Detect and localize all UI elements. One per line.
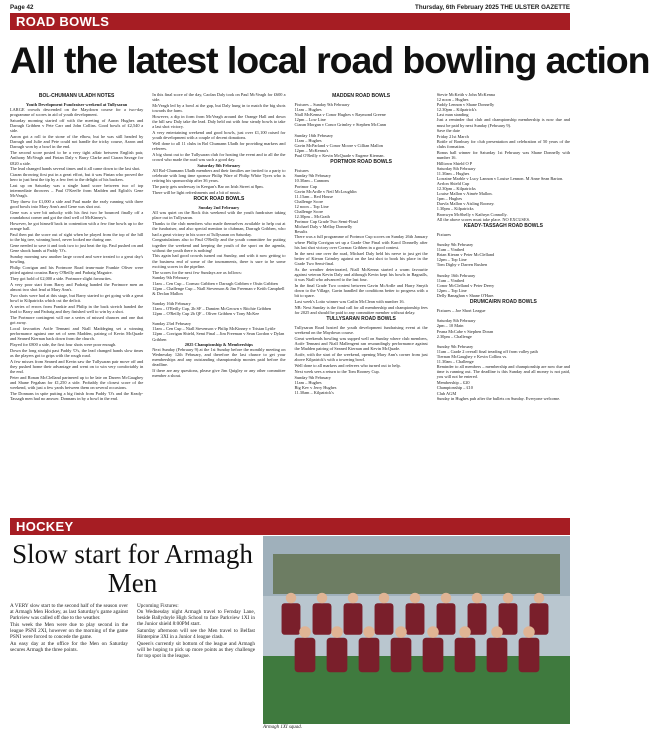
section-band-hockey: HOCKEY bbox=[10, 518, 570, 535]
paragraph: Membership – £20 Championship – £10 bbox=[436, 380, 473, 391]
col3-paragraphs bbox=[295, 234, 428, 314]
paragraph: Aaron got a roll to the stone of the elbow, but he was still headed by Darragh and Julie and Pete could not handle the tricky course, Aaron and Darragh won by a bowl in the end. bbox=[10, 134, 144, 150]
paragraph: Ciaran throwing first put in a great effort, but it was Fintan who proved the hero to just beat the tip by a few feet to the delight of his backers. bbox=[10, 172, 144, 183]
player-body bbox=[313, 603, 332, 635]
col3-fixtures1: Fixtures – Sunday 9th February 11am – Hughes Niall McKenna v Conor Hughes v Raymond Greene 12pm – Low Line Ciaran Morgan v Conor Grimley v Stephen McCann Sunday 16th February 11am – Hughes Gavin McParland v Conor Moore v Cillian Mallon 12pm – McKenna's Paul O'Reilly v Kevin McQuade v Eugene Kiernan. bbox=[294, 102, 386, 159]
col3-fixtures2: Fixtures Sunday 9th February 10.30am – Cannons Portmor Cup Gavin McArdle v Neil McLoughlin 11.15am – Red House Challenge Score 12 noon – Top Line Challenge Score 12.30pm – McGrath Portmor Cup Grade Two Semi-Final Michael Daly v Mellay Donnelly bbox=[294, 168, 358, 230]
player-body bbox=[437, 603, 456, 635]
player-body bbox=[375, 603, 394, 635]
player-head bbox=[459, 626, 471, 638]
paragraph: Local favourites Aoife Tennant and Niall Maddeging set a winning performance against one set of seen Madden, pairing of Kevin McQuade and Seaned Kiernan back down from the church. bbox=[10, 326, 144, 342]
paragraph: The party gets underway in Keegan's Bar on Irish Street at 8pm. bbox=[152, 184, 264, 190]
paragraph: In this final score of the day, Caolan Daly took on Paul McVeagh for £600 a side. bbox=[152, 92, 286, 103]
paragraph: Gene was a wee bit unlucky with his first two he bounced finally off a roundabout corner and got the deal well of McKinney's. bbox=[10, 210, 144, 221]
paragraph: Two shots were had at this stage, but Barry started to get going with a great bowl to Kilpatricks which cut the deficit. bbox=[10, 293, 144, 304]
paragraph: They got hold of £2,000 a side. Portmore slight favourites. bbox=[10, 276, 112, 282]
col2-date2: Sunday 2nd February bbox=[198, 205, 240, 211]
column-1 bbox=[10, 92, 143, 512]
col4-fixtures1: Fixtures Sunday 9th February 11am – Vinthed Brian Kieran v Peter McClelland 12pm – Top Line Tom Digby v Darren Rushen Sunday 16th February 11am – Vinthed Conor McClelland v Peter Deery 12pm – Top Line Delly Banaghan v Shane O'Hare. bbox=[436, 231, 495, 298]
paragraph: Next week sees a return to the Tom Rooney Cup. bbox=[294, 368, 380, 374]
paragraph: Sunday morning saw another large crowd and were treated to a great day's bowling. bbox=[10, 254, 144, 265]
paragraph: As the weather deteriorated, Niall McKenna started a warm favourite against veteran Kevin Daly and although Kevin kept his bowls in Bagnalls, it was Niall who advanced to the last four. bbox=[294, 266, 428, 282]
player-body bbox=[327, 638, 348, 673]
player-head bbox=[395, 626, 407, 638]
col3-heading3: TULLYSARAN ROAD BOWLS bbox=[326, 315, 396, 322]
paragraph: Save the date Friday 21st March Bottle of Bonbury for club presentation and celebration of 50 years of the clubs formation. bbox=[436, 128, 570, 149]
paragraph: In the final Grade Two contest between Gavin McArdle and Harry Smyth down to the Village, Gavin handled the conditions better to progress with a bit to spare. bbox=[294, 282, 428, 298]
paragraph: This week the Men were due to play second in the league PSNI 2XI, however on the morning of the game PSNI were forced to concede the game. bbox=[10, 622, 128, 640]
col2-paragraphs-top bbox=[152, 92, 285, 162]
paragraph: Reminder to all members – membership and championship are now due and time is running out. The deadline is this Sunday and all money is not paid, you will not be entered. bbox=[436, 364, 570, 380]
paragraph: Peter and Ronan McClelland partnered up to be late on Darren McGaughey and Shane Fegahan for £1,250 a side. Probably the closest score of the weekend, with just a few yards between them on several occasions. bbox=[10, 375, 144, 391]
col3-heading1: MADDEN ROAD BOWLS bbox=[332, 93, 391, 99]
paragraph: The second score posted to be a very tight affair between English pair, Anthony McVeagh and Fintan Daly v Barry Clarke and Ciaran Savage for £820 a side. bbox=[10, 150, 144, 166]
col4-heading1: KEADY-TASSAGH ROAD BOWLS bbox=[463, 222, 543, 229]
col1-subheading: Youth Development Fundraiser weekend at Tullysaran bbox=[26, 102, 128, 108]
column-3 bbox=[295, 92, 428, 512]
paragraph: However, a dip in form from McVeagh around the Orange Hall and down the hill saw Daly take the lead. Daly held out with four steady bowls to take a last shot victory. bbox=[152, 113, 286, 130]
paragraph: Upcoming Fixtures: On Wednesday night Armagh travel to Fernday Lane, beside Ballydoyle High School to face Parkview 1XI in the Junior shield 8:00PM start. bbox=[137, 603, 255, 627]
player-body bbox=[423, 638, 444, 673]
col4-heading2: DRUMCAIRN ROAD BOWLS bbox=[469, 299, 537, 306]
paragraph: Philip Corrigan and his Portmore Road team-mate Frankie Oliver were pitted against cousins Barry O'Reilly and Padraig Maguire. bbox=[10, 265, 144, 276]
paragraph: Saturday morning started off with the meeting of Aaron Hughes and Darragh Gribben v Pete Carr and John Collins. Good bowls of £2,540 a side. bbox=[10, 118, 144, 134]
section-band-road-bowls: ROAD BOWLS bbox=[10, 13, 570, 30]
col2-fixtures: Sunday 9th February 11am – Cen Cup – Cormac Gribben v Darragh Gribben v Oisín Gribben 12pm – Challenge Cup – Niall Stevenson & Jim Freeman v Keith Campbell & Declan Mallon Sunday 16th February 11am – O'Reilly Cup, 2b SF – Damien McGeown v Ritchie Gribben 12pm – O'Reilly Cup 2b QF – Oliver Gribben v Tony McKee Sunday 23rd February 11am – Cen Cup – Niall Stevenson v Philip McKinney v Tristan Lyttle 12pm – Corrigan Shield, Semi Final – Jim Freeman v Sean Gordon v Dylan Gribben bbox=[152, 275, 285, 342]
col1-heading: BOL-CHUMANN ULADH NOTES bbox=[38, 93, 115, 99]
player-body bbox=[487, 638, 508, 673]
player-body bbox=[359, 638, 380, 673]
player-head bbox=[363, 626, 375, 638]
col3-results-label: Results bbox=[294, 229, 308, 235]
paragraph: The Portmore contingent will rue a series of missed chances and one that got away. bbox=[10, 315, 144, 326]
player-head bbox=[503, 593, 514, 604]
paragraph: A VERY slow start to the second half of the season over at Armagh Men Hockey, as last Saturday's game against Parkview was called off due to the weather. bbox=[10, 603, 128, 621]
page-number: Page 42 bbox=[10, 3, 34, 11]
paragraph: Bonus ball winner for Saturday 1st February was Shane Donnelly with number 16. bbox=[436, 149, 570, 160]
player-head bbox=[441, 593, 452, 604]
player-head bbox=[379, 593, 390, 604]
paragraph: The scores for the next few Sundays are as follows: bbox=[152, 269, 242, 275]
player-head bbox=[331, 626, 343, 638]
page-header bbox=[10, 2, 570, 12]
paragraph: A big shout out to the Tullysaran club for hosting the event and to all the the crowd who made the road was such a good day. bbox=[152, 152, 286, 163]
paragraph: Down the long straight past Paddy 'O's, the lead changed hands slow times as the players got to grips with the rough road. bbox=[10, 348, 144, 359]
paragraph: A few misses from Seaned and Kevin saw the Tullysaran pair move off and they pushed home their advantage and went on to win very comfortably in the end. bbox=[10, 359, 144, 375]
player-head bbox=[472, 593, 483, 604]
player-head bbox=[317, 593, 328, 604]
player-body bbox=[344, 603, 363, 635]
paragraph: Well done to all markers and referees who turned out to help. bbox=[294, 362, 401, 368]
player-head bbox=[427, 626, 439, 638]
paragraph: Thanks to the club members who made themselves available to help out at the fundraiser, and also special mention to clubman, Darragh Gribben, who had a great victory in his score at Tullysaran on Saturday. bbox=[152, 221, 286, 237]
paragraph: This again had good crowds turned out Sunday, and with it now getting to the business end of some of the tournaments, there is sure to be some exciting scores in the pipeline. bbox=[152, 253, 286, 269]
player-head bbox=[410, 593, 421, 604]
page-headline: All the latest local road bowling action bbox=[10, 39, 649, 81]
paragraph: Tullysaran Road hosted the youth development fundraising event at the weekend on the Maydown course. bbox=[294, 324, 428, 336]
hockey-col1 bbox=[10, 603, 128, 731]
paragraph: Saturday afternoon will see the Men travel to Belfast Hinterpine 3XI in a Junior 4 league clash. bbox=[137, 628, 255, 640]
col2-paragraphs-end bbox=[152, 347, 285, 378]
player-body bbox=[455, 638, 476, 673]
paragraph: An easy day at the office for the Men on Saturday secures Armagh the three points. bbox=[10, 641, 128, 653]
player-body bbox=[519, 638, 540, 673]
player-body bbox=[282, 603, 301, 635]
article-columns bbox=[10, 92, 570, 512]
paragraph: NB: Next Sunday is the final call for all membership and championship fees for 2025 and should be paid to any committee member without delay. bbox=[294, 304, 428, 315]
team-photo bbox=[263, 536, 570, 724]
paragraph: A very entertaining weekend and good bowls, just over £1,100 raised for youth development with a couple of decent donations. bbox=[152, 130, 286, 141]
player-body bbox=[406, 603, 425, 635]
player-head bbox=[491, 626, 503, 638]
col3-heading2: PORTMOR ROAD BOWLS bbox=[330, 159, 392, 166]
col4-paragraphs-end bbox=[437, 364, 570, 401]
paragraph: In the next one over the road, Michael Daly held his nerve to just get the better of Kieran Grimley against on the last shot to book his place in the Grade Two Semi-final. bbox=[294, 250, 428, 266]
paragraph: Paul then put the score out of sight when he played from the top of the hill to the big tree, winning bowl, never looked me during one. bbox=[10, 232, 144, 243]
col3-paragraphs3 bbox=[295, 325, 428, 374]
paragraph: However, he got himself back in contention with a few fine bowls up to the orange ball. bbox=[10, 221, 144, 232]
paragraph: There was a full programme of Portmor Cup scores on Sunday 26th January where Philip Corrigan set up a Grade One Final with Karol Donnelly after his last shot victory over Cormac Gribben in a good contest. bbox=[294, 234, 428, 250]
paragraph: Gene needed to save it and took two to just beat the tip. Paul pushed on and Gene shook hands at Paddy 'O's. bbox=[10, 243, 144, 254]
paragraph: LARGE crowds descended on the Maydown course for a two-day programme of scores in aid of youth development. bbox=[10, 107, 144, 118]
col4-fixtures2: Fixtures – Joe Short League Saturday 8th February 2pm – 10 Main Feana McCabe v Stephen Doran 2.30pm – Challenge Sunday 9th February 11am – Grade 2 overall final treading off from valley path Tiernan McGaughey v Kevin Collins vs. 11.30am – Challenge bbox=[436, 308, 538, 365]
col2-sub: 2025 Championship & Memberships bbox=[184, 341, 253, 347]
hockey-headline: Slow start for Armagh Men bbox=[12, 539, 253, 598]
paragraph: A very poor start from Barry and Padraig handed the Portmore men an almost two shot lead at Mary Ann's. bbox=[10, 282, 144, 293]
paragraph: There will be light refreshments and a bit of music. bbox=[152, 190, 242, 196]
col4-fixtures-mid: Hilltown Shield O P Saturday 8th February 11.30am – Hughes Lorraine Marble v Lucy Lannon v Louise Lennon. M Anne Sean Barton. Avrlon Shield Cup 12.30pm – Kilpatricks Louise Mallon v Aimée Mallon. 1pm – Hughes Darvla Mallon v Aisling Rooney. 1.30pm – Kilpatricks Bronwyn McShelly v Kathryn Connolly. All the above scores must take place. NO EXCUSES. bbox=[436, 160, 564, 222]
player-body bbox=[391, 638, 412, 673]
col4-paragraphs-top bbox=[437, 117, 570, 159]
col2-paragraphs-low bbox=[152, 210, 285, 274]
paragraph: The Donnans in spite putting a big finish from Paddy 'O's and the Keady-Tassagh men had no answer. Donnans in by a bowl in the end. bbox=[10, 391, 144, 402]
col2-heading: ROCK ROAD BOWLS bbox=[193, 196, 245, 203]
player-head bbox=[523, 626, 535, 638]
paragraph: Congratulations also to Paul O'Reilly and the youth committee for putting together the weekend and keeping the youth of the sport on the agenda, without the youth there is nothing! bbox=[152, 237, 286, 253]
paragraph: All Bol-Chumann Uladh members and their families are invited to a party to celebrate with long time sponsor Philip Ware of Philip White Tyres who is retiring his sponsorship after 36 years. bbox=[152, 168, 286, 184]
paragraph: Just a reminder that club and championship membership is now due and must be paid by next Sunday (February 9). bbox=[436, 117, 570, 128]
paragraph: Well done to all 11 clubs in Bol Chumann Uladh for providing markers and referees. bbox=[152, 141, 286, 152]
issue-date: Thursday, 6th February 2025 THE ULSTER GAZETTE bbox=[415, 3, 570, 11]
paragraph: A series of errors from Frankie and Philip in the back stretch handed the lead to Barry and Padraig and they finished well to win by a shot. bbox=[10, 304, 144, 315]
paragraph: Last week's Lotto winner was Cailin McClean with number 16. bbox=[294, 298, 405, 304]
hockey-col2 bbox=[137, 603, 255, 731]
column-2 bbox=[152, 92, 285, 512]
paragraph: They threw for £1,000 a side and Paul made the early running with three good bowls into Mary Ann's and Gene was shot out. bbox=[10, 199, 144, 210]
player-head bbox=[286, 593, 297, 604]
paragraph: Aoife, with the start of the weekend, opening Mary Ann's corner from just above Kilpatrick's with a towering bowl. bbox=[294, 351, 428, 363]
paragraph: Last up on Saturday was a single hand score between two of top intermediate throwers – Paul O'Keeffe from Madden and Eglish's Gene McVeagh. bbox=[10, 183, 144, 199]
col1-paragraphs bbox=[10, 107, 143, 401]
player-head bbox=[534, 593, 545, 604]
paragraph: Queen's currently sit bottom of the league and Armagh will be hoping to pick up more points as they challenge for top spot in the league. bbox=[137, 641, 255, 659]
player-head bbox=[299, 626, 311, 638]
paragraph: Great weekends bowling was supped well on Sunday where club members, Aoife Tennant and Niall Mallengent ran resoundingly performance against the Madden pairing of Seaned Kiernan and Kevin McQuade. bbox=[294, 335, 428, 352]
player-head bbox=[348, 593, 359, 604]
column-4 bbox=[437, 92, 570, 512]
paragraph: All was quiet on the Rock this weekend with the youth fundraiser taking place out in Tullysaran. bbox=[152, 210, 286, 221]
col2-paragraphs-mid bbox=[152, 168, 285, 195]
paragraph: Next Sunday (February 9) at the 1st Sunday before the monthly meeting on Wednesday 12th February, and therefore the last chance to get your memberships and any outstanding championship monies paid before the deadline. bbox=[152, 346, 286, 368]
paragraph: The lead changed hands several times and it all came down to the last shot. bbox=[10, 166, 141, 172]
player-body bbox=[295, 638, 316, 673]
paragraph: If there are any questions, please give Jim Quigley or any other committee member a shout. bbox=[152, 367, 286, 379]
paragraph: Club AGM Sunday in Hughes pub after the bullets on Sunday. Everyone welcome. bbox=[436, 391, 561, 402]
col3-fixtures3: Sunday 9th February 11am – Hughes Big Kev v Jerry Hughes 11.30am – Kilpatrick's bbox=[294, 374, 337, 396]
col2-date1: Saturday 8th February bbox=[197, 163, 241, 168]
paragraph: Played for £800 a side, the first four shots were poor enough. bbox=[10, 342, 117, 348]
paragraph: McVeagh led by a bowl at the gap, but Daly hung in to match the big shots towards the farm. bbox=[152, 102, 286, 114]
col4-fixtures-top: Stevie McKeith v John McKenna 12 noon – Hughes Paddy Lennon v Shane Donnelly 12.30pm – Kilpatrick's Last man standing bbox=[436, 92, 495, 118]
photo-caption: Armagh 1XI squad. bbox=[263, 725, 303, 730]
team-photo-image bbox=[263, 536, 570, 724]
hockey-body bbox=[10, 603, 255, 731]
